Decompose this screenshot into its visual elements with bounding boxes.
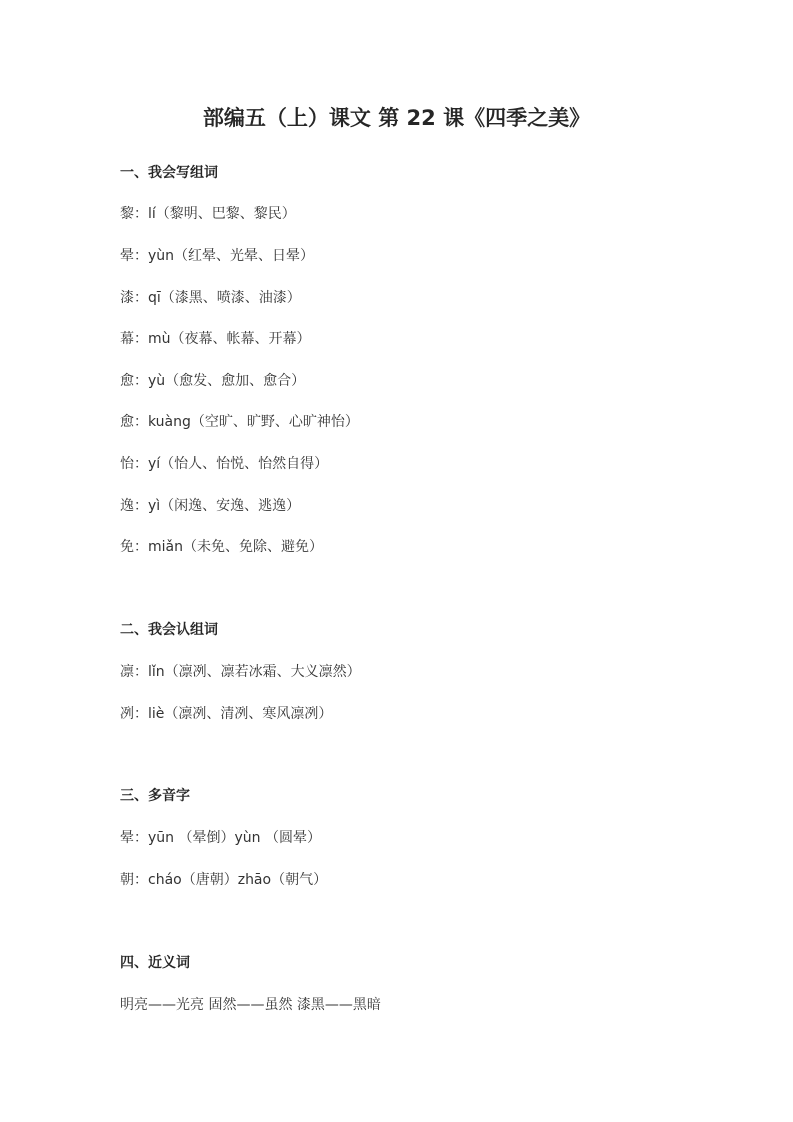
section-heading-synonyms: 四、近义词 <box>120 955 190 971</box>
entry-chao-polyphone: 朝：cháo（唐朝）zhāo（朝气） <box>120 872 328 888</box>
page-title: 部编五（上）课文 第 22 课《四季之美》 <box>202 106 591 130</box>
entry-li: 黎：lí（黎明、巴黎、黎民） <box>120 206 296 222</box>
entry-mian: 免：miǎn（未免、免除、避免） <box>120 539 323 555</box>
entry-kuang: 愈：kuàng（空旷、旷野、心旷神怡） <box>120 414 359 430</box>
section-heading-write: 一、我会写组词 <box>120 165 218 181</box>
entry-yi-joy: 怡：yí（怡人、怡悦、怡然自得） <box>120 456 329 472</box>
entry-synonyms: 明亮——光亮 固然——虽然 漆黑——黑暗 <box>120 997 381 1013</box>
entry-yi-leisure: 逸：yì（闲逸、安逸、逃逸） <box>120 498 301 514</box>
section-heading-polyphone: 三、多音字 <box>120 788 190 804</box>
entry-yun-polyphone: 晕：yūn （晕倒）yùn （圆晕） <box>120 830 321 846</box>
entry-lie: 冽：liè（凛冽、清冽、寒风凛冽） <box>120 706 333 722</box>
section-heading-recognize: 二、我会认组词 <box>120 622 218 638</box>
entry-yun: 晕：yùn（红晕、光晕、日晕） <box>120 248 315 264</box>
entry-yu: 愈：yù（愈发、愈加、愈合） <box>120 373 306 389</box>
entry-qi: 漆：qī（漆黑、喷漆、油漆） <box>120 290 301 306</box>
entry-mu: 幕：mù（夜幕、帐幕、开幕） <box>120 331 311 347</box>
entry-lin: 凛：lǐn（凛冽、凛若冰霜、大义凛然） <box>120 664 361 680</box>
